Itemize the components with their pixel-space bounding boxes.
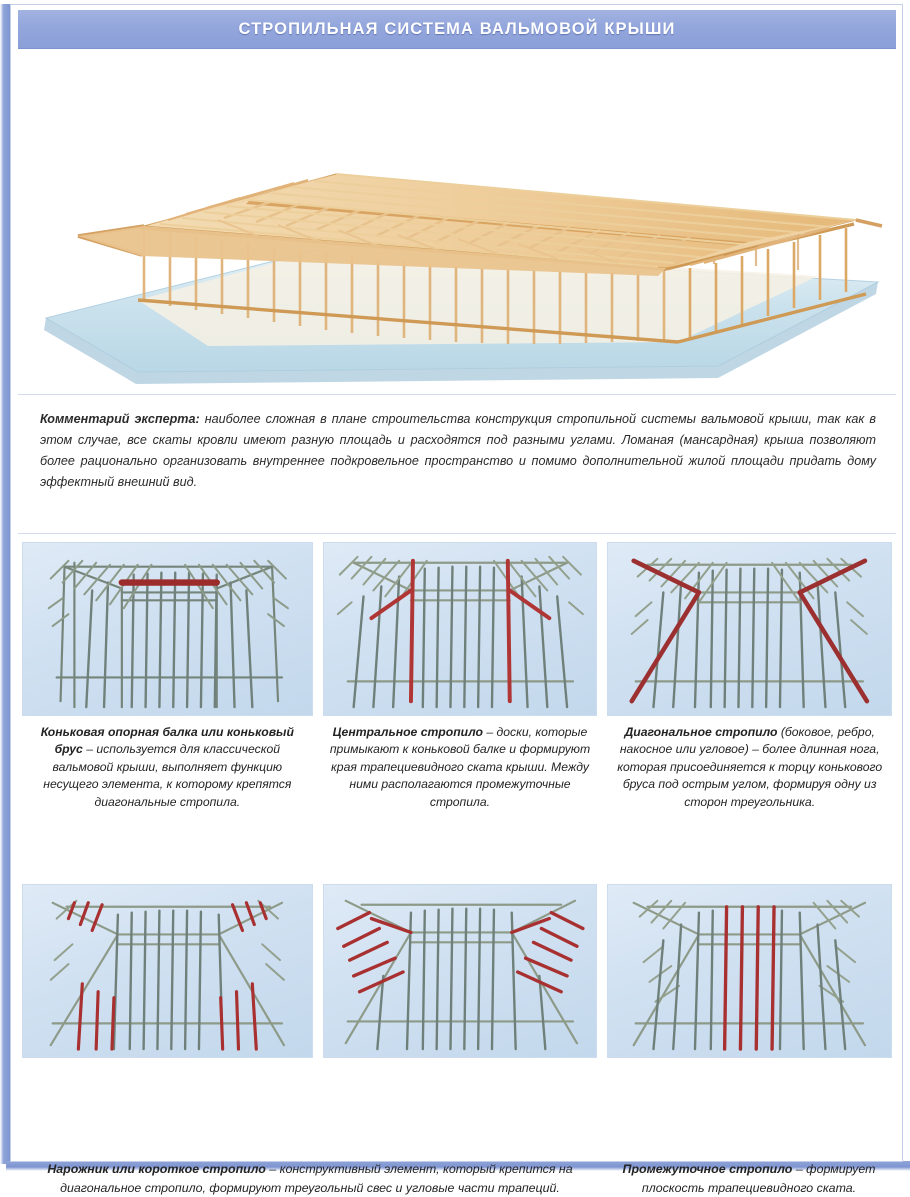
expert-comment-text bbox=[40, 409, 876, 493]
panel-diagonal-rafter bbox=[603, 542, 896, 882]
diagonal-rafter-diagram-svg bbox=[608, 543, 891, 715]
rafter-panel-grid bbox=[18, 542, 896, 1195]
central-rafter-diagram-svg bbox=[324, 543, 597, 715]
panel-row-2 bbox=[18, 884, 896, 1152]
caption-diagonal-rafter bbox=[607, 716, 892, 811]
intermediate-rafter-diagram-svg bbox=[608, 885, 891, 1057]
caption-central-rafter bbox=[323, 716, 598, 811]
desc-intermediate-rafter: формирует плоскость трапециевидного ската. bbox=[641, 1162, 876, 1195]
dash-3: – bbox=[265, 1162, 280, 1176]
expert-comment-lead: Комментарий эксперта: bbox=[40, 412, 200, 426]
panel-jack-rafter bbox=[18, 884, 317, 1152]
desc-diagonal-rafter: (боковое, ребро, накосное или угловое) – более длинная нога, которая присоединяется к торцу конькового бруса под острым углом, формируя одну из сторон треугольника. bbox=[617, 725, 883, 809]
diagram-ridge-beam bbox=[22, 542, 313, 716]
panel-central-rafter bbox=[319, 542, 602, 882]
desc-ridge-beam: используется для классической вальмовой крыши, выполняет функцию несущего элемента, к которому крепятся диагональные стропила. bbox=[43, 742, 292, 809]
caption-ridge-beam bbox=[22, 716, 313, 811]
panel-intermediate-rafter bbox=[603, 884, 896, 1152]
highlight-hip-jack-rafter bbox=[337, 913, 582, 992]
panel-row-2-captions bbox=[18, 1152, 896, 1197]
caption-cell-jack-rafter bbox=[18, 1152, 602, 1197]
roof-frame-photo-illustration bbox=[18, 50, 896, 390]
page-header-band bbox=[18, 10, 896, 48]
desc-central-rafter: доски, которые примыкают к коньковой балке и формируют края трапециевидного ската крыши. Между ними располагаются промежуточные стропила. bbox=[329, 725, 591, 809]
jack-rafter-diagram-svg bbox=[23, 885, 312, 1057]
panel-hip-jack-rafter bbox=[319, 884, 602, 1152]
term-central-rafter: Центральное стропило bbox=[332, 725, 483, 739]
page-title: СТРОПИЛЬНАЯ СИСТЕМА ВАЛЬМОВОЙ КРЫШИ bbox=[238, 19, 676, 38]
expert-comment-block bbox=[18, 394, 896, 534]
dash-0: – bbox=[82, 742, 97, 757]
expert-comment-body: наиболее сложная в плане строительства конструкция стропильной системы вальмовой крыши, так как в этом случае, все скаты кровли имеют разную площадь и расходятся под разными углами. Ломаная (мансардная) крыша позволяют более рационально организовать внутреннее подкровельное пространство и помимо дополнительной жилой площади придать дому эффектный внешний вид. bbox=[40, 412, 876, 489]
page-frame-left-edge bbox=[0, 4, 10, 1164]
desc-jack-rafter: конструктивный элемент, который крепится на диагональное стропило, формируют треугольный свес и угловые части трапеций. bbox=[60, 1162, 573, 1195]
diagram-intermediate-rafter bbox=[607, 884, 892, 1058]
term-intermediate-rafter: Промежуточное стропило bbox=[622, 1162, 793, 1176]
caption-intermediate-rafter bbox=[606, 1152, 892, 1197]
term-diagonal-rafter: Диагональное стропило bbox=[624, 725, 778, 739]
highlight-diagonal-rafter bbox=[632, 561, 867, 701]
term-jack-rafter: Нарожник или короткое стропило bbox=[47, 1162, 266, 1176]
diagram-hip-jack-rafter bbox=[323, 884, 598, 1058]
panel-ridge-beam bbox=[18, 542, 317, 882]
panel-row-1 bbox=[18, 542, 896, 882]
caption-cell-intermediate-rafter bbox=[602, 1152, 896, 1197]
ridge-beam-diagram-svg bbox=[23, 543, 312, 715]
diagram-diagonal-rafter bbox=[607, 542, 892, 716]
hero-photo bbox=[18, 50, 896, 390]
hip-jack-rafter-diagram-svg bbox=[324, 885, 597, 1057]
diagram-jack-rafter bbox=[22, 884, 313, 1058]
highlight-intermediate-rafter bbox=[725, 907, 774, 1049]
caption-jack-rafter bbox=[22, 1152, 598, 1197]
term-ridge-beam: Коньковая опорная балка или коньковый брус bbox=[40, 725, 294, 757]
diagram-central-rafter bbox=[323, 542, 598, 716]
dash-1: – bbox=[482, 725, 497, 739]
dash-5: – bbox=[792, 1162, 807, 1176]
